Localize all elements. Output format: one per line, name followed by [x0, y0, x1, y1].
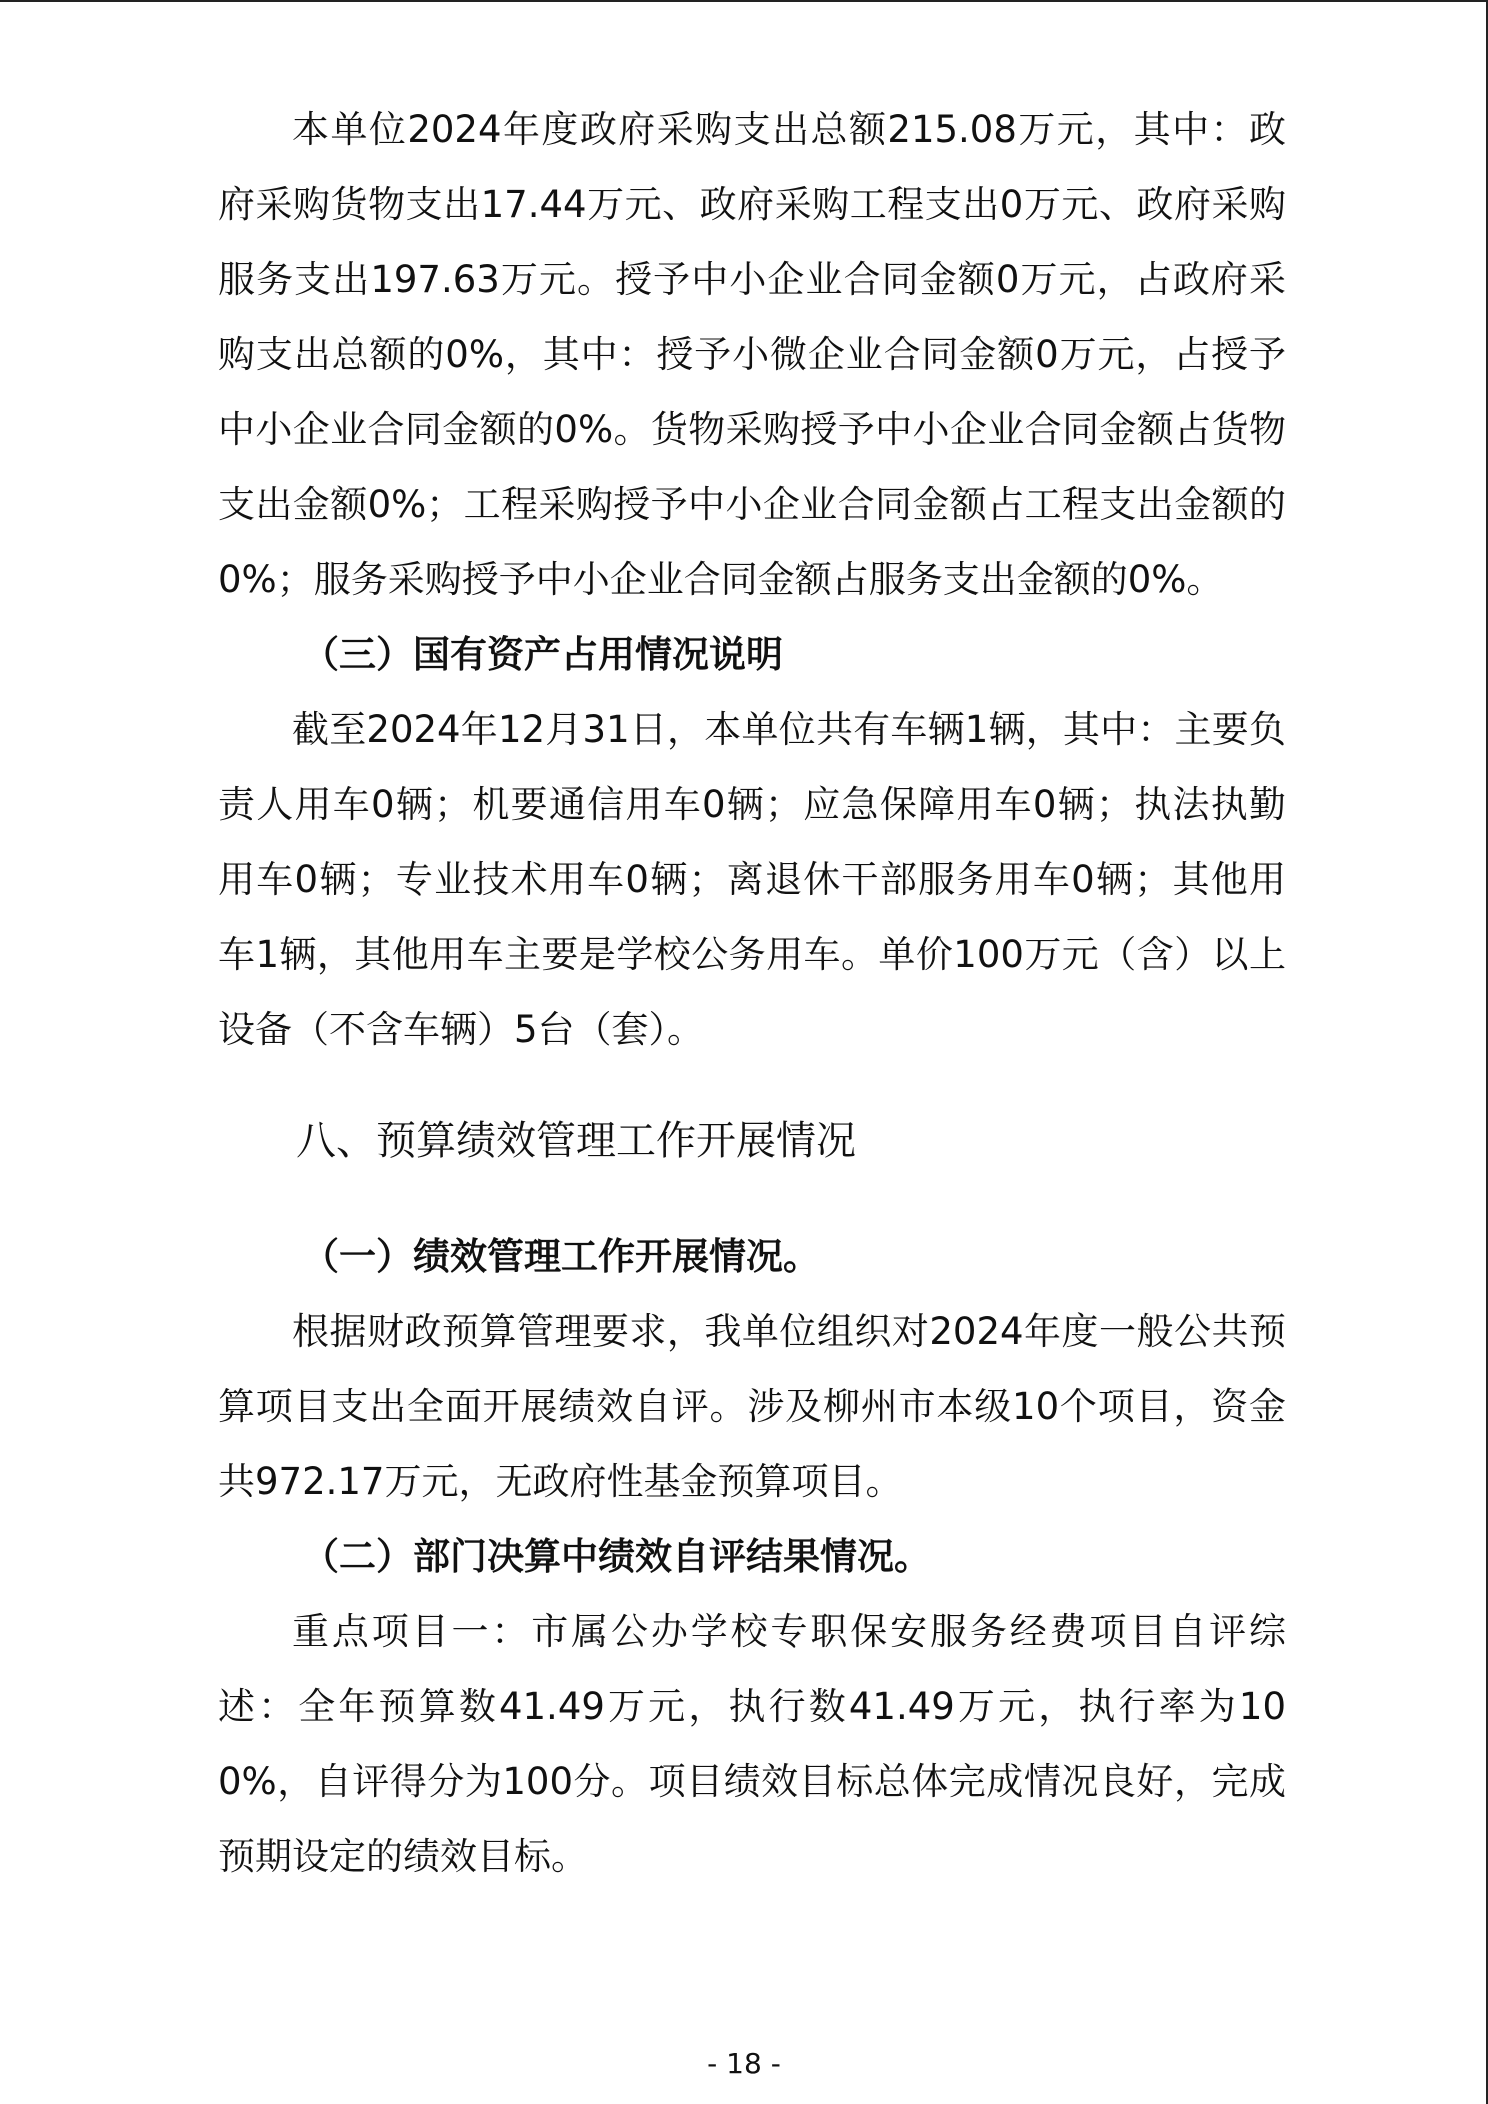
- paragraph-procurement: 本单位2024年度政府采购支出总额215.08万元，其中：政府采购货物支出17.44万元、政府采购工程支出0万元、政府采购服务支出197.63万元。授予中小企业合同金额0万元，占政府采购支出总额的0%，其中：授予小微企业合同金额0万元，占授予中小企业合同金额的0%。货物采购授予中小企业合同金额占货物支出金额0%；工程采购授予中小企业合同金额占工程支出金额的0%；服务采购授予中小企业合同金额占服务支出金额的0%。: [218, 108, 1286, 601]
- paragraph-self-evaluation: 根据财政预算管理要求，我单位组织对2024年度一般公共预算项目支出全面开展绩效自评。涉及柳州市本级10个项目，资金共972.17万元，无政府性基金预算项目。: [218, 1310, 1286, 1503]
- document-body: [218, 92, 1286, 1894]
- heading-self-evaluation-results: （二）部门决算中绩效自评结果情况。: [302, 1535, 931, 1578]
- page-border-top: [0, 0, 1488, 2]
- section-heading-budget-performance: 八、预算绩效管理工作开展情况: [296, 1118, 856, 1164]
- paragraph-vehicles: 截至2024年12月31日，本单位共有车辆1辆，其中：主要负责人用车0辆；机要通信用车0辆；应急保障用车0辆；执法执勤用车0辆；专业技术用车0辆；离退休干部服务用车0辆；其他用车1辆，其他用车主要是学校公务用车。单价100万元（含）以上设备（不含车辆）5台（套）。: [218, 708, 1286, 1051]
- page-number: - 18 -: [707, 2047, 781, 2080]
- heading-state-assets: （三）国有资产占用情况说明: [302, 633, 783, 676]
- spacer: [218, 1179, 1286, 1219]
- heading-performance-management: （一）绩效管理工作开展情况。: [302, 1235, 820, 1278]
- spacer: [218, 1067, 1286, 1104]
- paragraph-key-project-one: 重点项目一：市属公办学校专职保安服务经费项目自评综述：全年预算数41.49万元，执行数41.49万元，执行率为100%，自评得分为100分。项目绩效目标总体完成情况良好，完成预期设定的绩效目标。: [218, 1610, 1286, 1878]
